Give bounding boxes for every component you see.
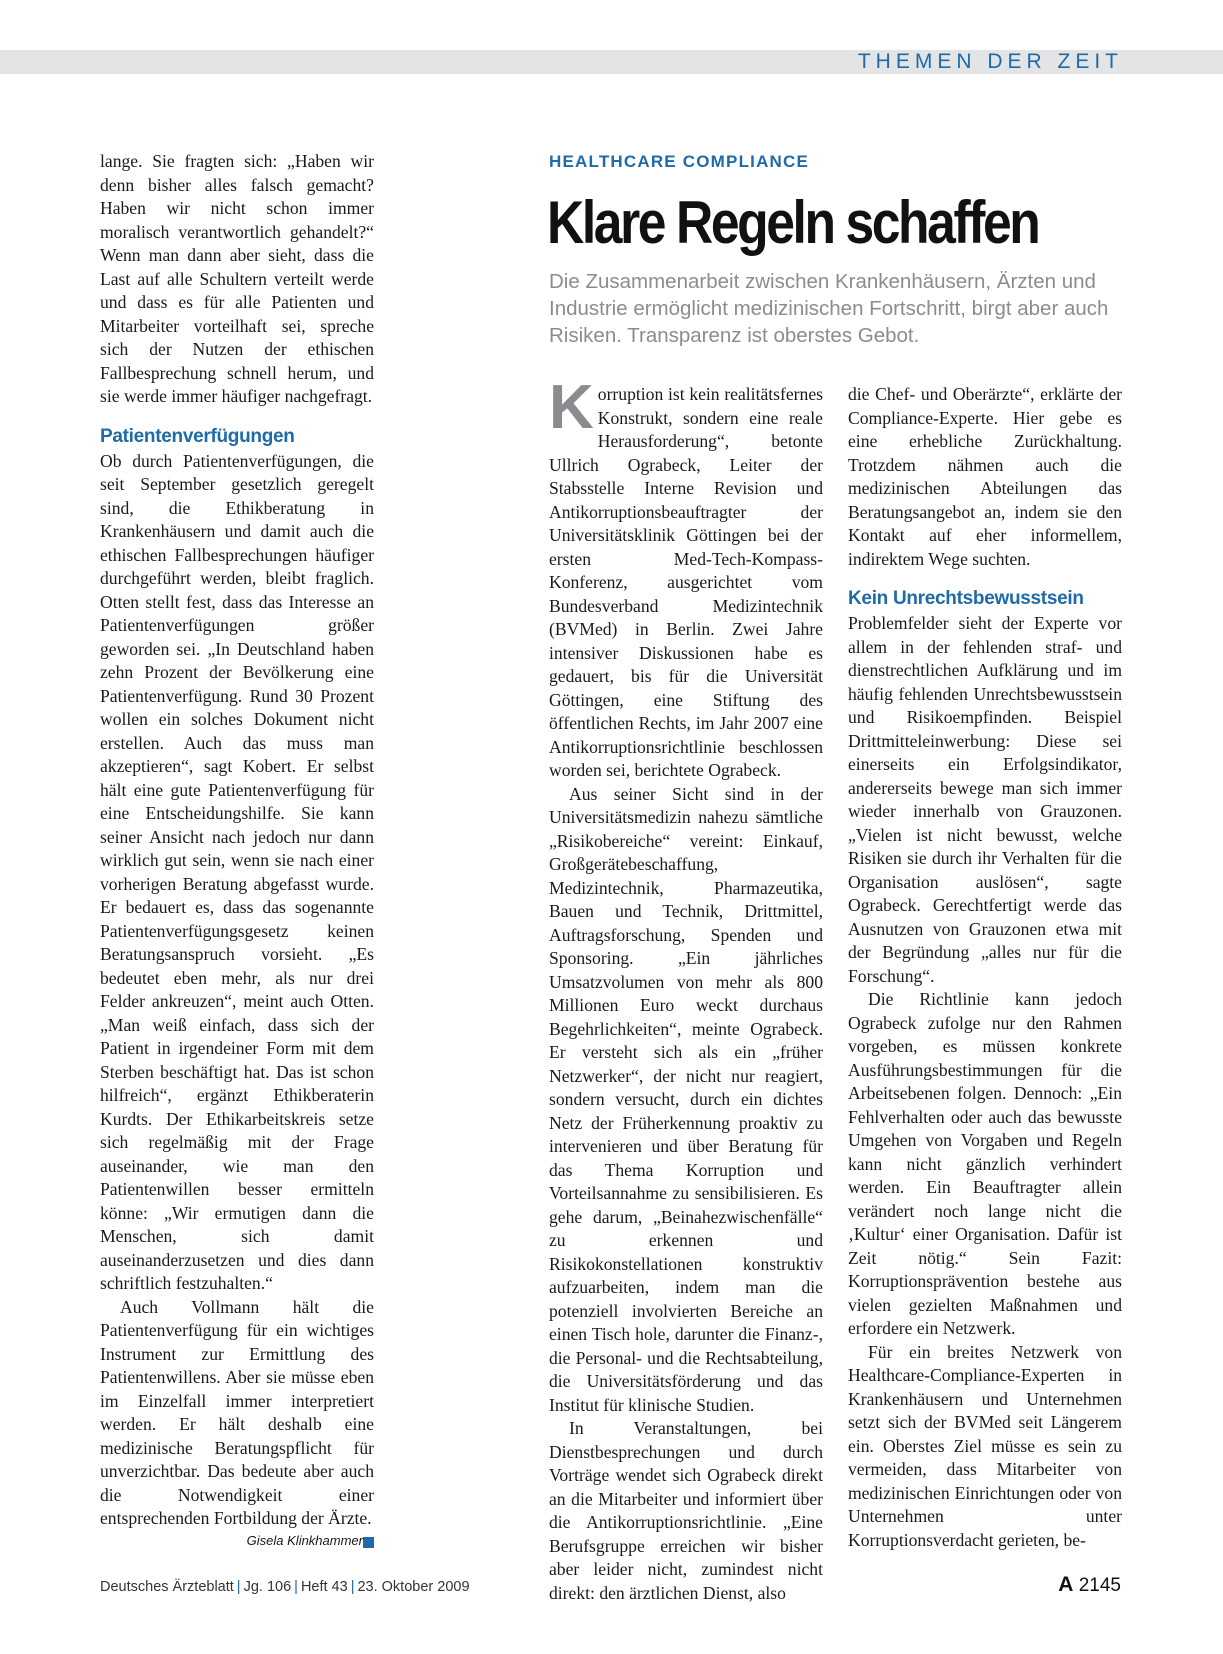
footer-citation — [100, 1579, 470, 1595]
article-kicker: HEALTHCARE COMPLIANCE — [549, 152, 810, 171]
article-headline: Klare Regeln schaffen — [547, 189, 1039, 256]
column-right — [848, 383, 1122, 1552]
end-square-icon — [363, 1537, 374, 1548]
column-middle — [549, 373, 823, 1605]
column-left — [100, 150, 374, 1551]
paragraph-text: Auch Vollmann hält die Patientenverfügung für ein wichtiges Instrument zur Ermittlung des Patientenwillens. Aber sie müsse eben im Einzelfall immer interpretiert werden. Er hält deshalb eine medizinische Beratungspflicht für unverzichtbar. Das bedeute aber auch die Notwendigkeit einer entsprechenden Fortbildung der Ärzte. — [100, 1296, 374, 1528]
date: 23. Oktober 2009 — [357, 1579, 470, 1595]
page-prefix: A — [1058, 1573, 1074, 1596]
subheading-unrechtsbewusstsein: Kein Unrechtsbewusstsein — [848, 588, 1084, 609]
paragraph-text: orruption ist kein realitätsfernes Konstrukt, sondern eine reale Herausforderung“, betonte Ullrich Ograbeck, Leiter der Stabsstelle Interne Revision und Antikorruptionsbeauftragter der Universitätsklinik Göttingen bei der ersten Med-Tech-Kompass-Konferenz, ausgerichtet vom Bundesverband Medizintechnik (BVMed) in Berlin. Zwei Jahre intensiver Diskussionen habe es gedauert, bis für die Universität Göttingen, eine Stiftung des öffentlichen Rechts, im Jahr 2007 eine Antikorruptionsrichtlinie beschlossen worden sei, berichtete Ograbeck. — [549, 384, 823, 780]
separator: | — [350, 1579, 355, 1595]
paragraph: Ob durch Patientenverfügungen, die seit September gesetzlich geregelt sind, die Ethikberatung in Krankenhäusern und damit auch die ethischen Fallbesprechungen häufiger durchgeführt werden, bleibt fraglich. Otten stellt fest, dass das Interesse an Patientenverfügungen größer geworden sei. „In Deutschland haben zehn Prozent der Bevölkerung eine Patientenverfügung. Rund 30 Prozent wollen ein solches Dokument nicht erstellen. Auch das muss man akzeptieren“, sagt Kobert. Er selbst hält eine gute Patientenverfügung für eine Entscheidungshilfe. Sie kann seiner Ansicht nach jedoch nur dann wirklich gut sein, wenn sie nach einer vorherigen Beratung abgefasst wurde. Er bedauert es, dass das sogenannte Patientenverfügungsgesetz keinen Beratungsanspruch vorsieht. „Es bedeutet eben mehr, als nur drei Felder ankreuzen“, meint auch Otten. „Man weiß einfach, dass sich der Patient in irgendeiner Form mit dem Sterben beschäftigt hat. Das ist schon hilfreich“, ergänzt Ethikberaterin Kurdts. Der Ethikarbeitskreis setze sich regelmäßig mit der Frage auseinander, wie man den Patientenwillen besser ermitteln könne: „Wir ermutigen dann die Menschen, sich damit auseinanderzusetzen und dies dann schriftlich festzuhalten.“ — [100, 450, 374, 1293]
paragraph: Die Richtlinie kann jedoch Ograbeck zufolge nur den Rahmen vorgeben, es müssen konkrete Ausführungsbestimmungen für die Arbeitsebenen folgen. Dennoch: „Ein Fehlverhalten oder auch das bewusste Umgehen von Vorgaben und Regeln kann nicht gänzlich verhindert werden. Ein Beauftragter allein verändert noch lange nicht die ‚Kultur‘ einer Organisation. Dafür ist Zeit nötig.“ Sein Fazit: Korruptionsprävention bestehe aus vielen gezielten Maßnahmen und erfordere ein Netzwerk. — [848, 989, 1122, 1338]
paragraph: In Veranstaltungen, bei Dienstbesprechungen und durch Vorträge wendet sich Ograbeck direkt an die Mitarbeiter und informiert über die Antikorruptionsrichtlinie. „Eine Berufsgruppe erreichen wir bisher aber leider nicht, zumindest nicht direkt: den ärztlichen Dienst, also — [549, 1418, 823, 1603]
paragraph-first — [549, 373, 823, 783]
page-number-value: 2145 — [1078, 1575, 1121, 1596]
page-number — [1058, 1573, 1121, 1597]
paragraph: Für ein breites Netzwerk von Healthcare-Compliance-Experten in Krankenhäusern und Unternehmen setzt sich der BVMed seit Längerem ein. Oberstes Ziel müsse es sein zu vermeiden, dass Mitarbeiter von medizinischen Einrichtungen oder von Unternehmen unter Korruptionsverdacht gerieten, be- — [848, 1341, 1122, 1550]
paragraph: Aus seiner Sicht sind in der Universitätsmedizin nahezu sämtliche „Risikobereiche“ vereint: Einkauf, Großgerätebeschaffung, Medizintechnik, Pharmazeutika, Bauen und Technik, Drittmittel, Auftragsforschung, Spenden und Sponsoring. „Ein jährliches Umsatzvolumen von mehr als 800 Millionen Euro weckt durchaus Begehrlichkeiten“, meinte Ograbeck. Er versteht sich als ein „früher Netzwerker“, der nicht nur reagiert, sondern versucht, durch ein dichtes Netz der Früherkennung proaktiv zu intervenieren und über Beratung für das Thema Korruption und Vorteilsannahme zu sensibilisieren. Es gehe darum, „Beinahezwischenfälle“ zu erkennen und Risikokonstellationen konstruktiv aufzuarbeiten, indem man die potenziell involvierten Bereiche an einen Tisch hole, darunter die Finanz-, die Personal- und die Rechtsabteilung, die Universitätsförderung und das Institut für klinische Studien. — [549, 783, 823, 1415]
separator: | — [294, 1579, 298, 1595]
paragraph: die Chef- und Oberärzte“, erklärte der Compliance-Experte. Hier gebe es eine erhebliche Zurückhaltung. Trotzdem nähmen auch die medizinischen Abteilungen das Beratungsangebot an, indem sie den Kontakt auf eher informellem, indirektem Wege suchten. — [848, 384, 1122, 569]
issue: Heft 43 — [300, 1579, 348, 1595]
paragraph: lange. Sie fragten sich: „Haben wir denn bisher alles falsch gemacht? Haben wir nicht schon immer moralisch verantwortlich gehandelt?“ Wenn man dann aber sieht, dass die Last auf alle Schultern verteilt werde und dass es für alle Patienten und Mitarbeiter vorteilhaft sei, spreche sich der Nutzen der ethischen Fallbesprechung schnell herum, und sie werde immer häufiger nachgefragt. — [100, 151, 374, 406]
paragraph: Problemfelder sieht der Experte vor allem in der fehlenden straf- und dienstrechtlichen Aufklärung und im häufig fehlenden Unrechtsbewusstsein und Risikoempfinden. Beispiel Drittmitteleinwerbung: Diese sei einerseits ein Erfolgsindikator, andererseits bewege man sich immer wieder innerhalb von Grauzonen. „Vielen ist nicht bewusst, welche Risiken sie durch ihr Verhalten für die Organisation auslösen“, sagte Ograbeck. Gerechtfertigt werde das Ausnutzen von Grauzonen etwa mit der Begründung „alles nur für die Forschung“. — [848, 613, 1122, 986]
author-byline: Gisela Klinkhammer — [246, 1532, 363, 1548]
paragraph-last — [100, 1296, 374, 1531]
article-lead: Die Zusammenarbeit zwischen Krankenhäusern, Ärzten und Industrie ermöglicht medizinischen Fortschritt, birgt aber auch Risiken. Transparenz ist oberstes Gebot. — [549, 270, 1109, 347]
subheading-patientenverfuegungen: Patientenverfügungen — [100, 425, 295, 447]
separator: | — [236, 1579, 241, 1595]
section-title: THEMEN DER ZEIT — [857, 50, 1123, 73]
volume: Jg. 106 — [243, 1579, 292, 1595]
section-header-bar — [0, 50, 1223, 74]
journal-name: Deutsches Ärzteblatt — [100, 1579, 234, 1595]
drop-cap: K — [549, 373, 592, 442]
